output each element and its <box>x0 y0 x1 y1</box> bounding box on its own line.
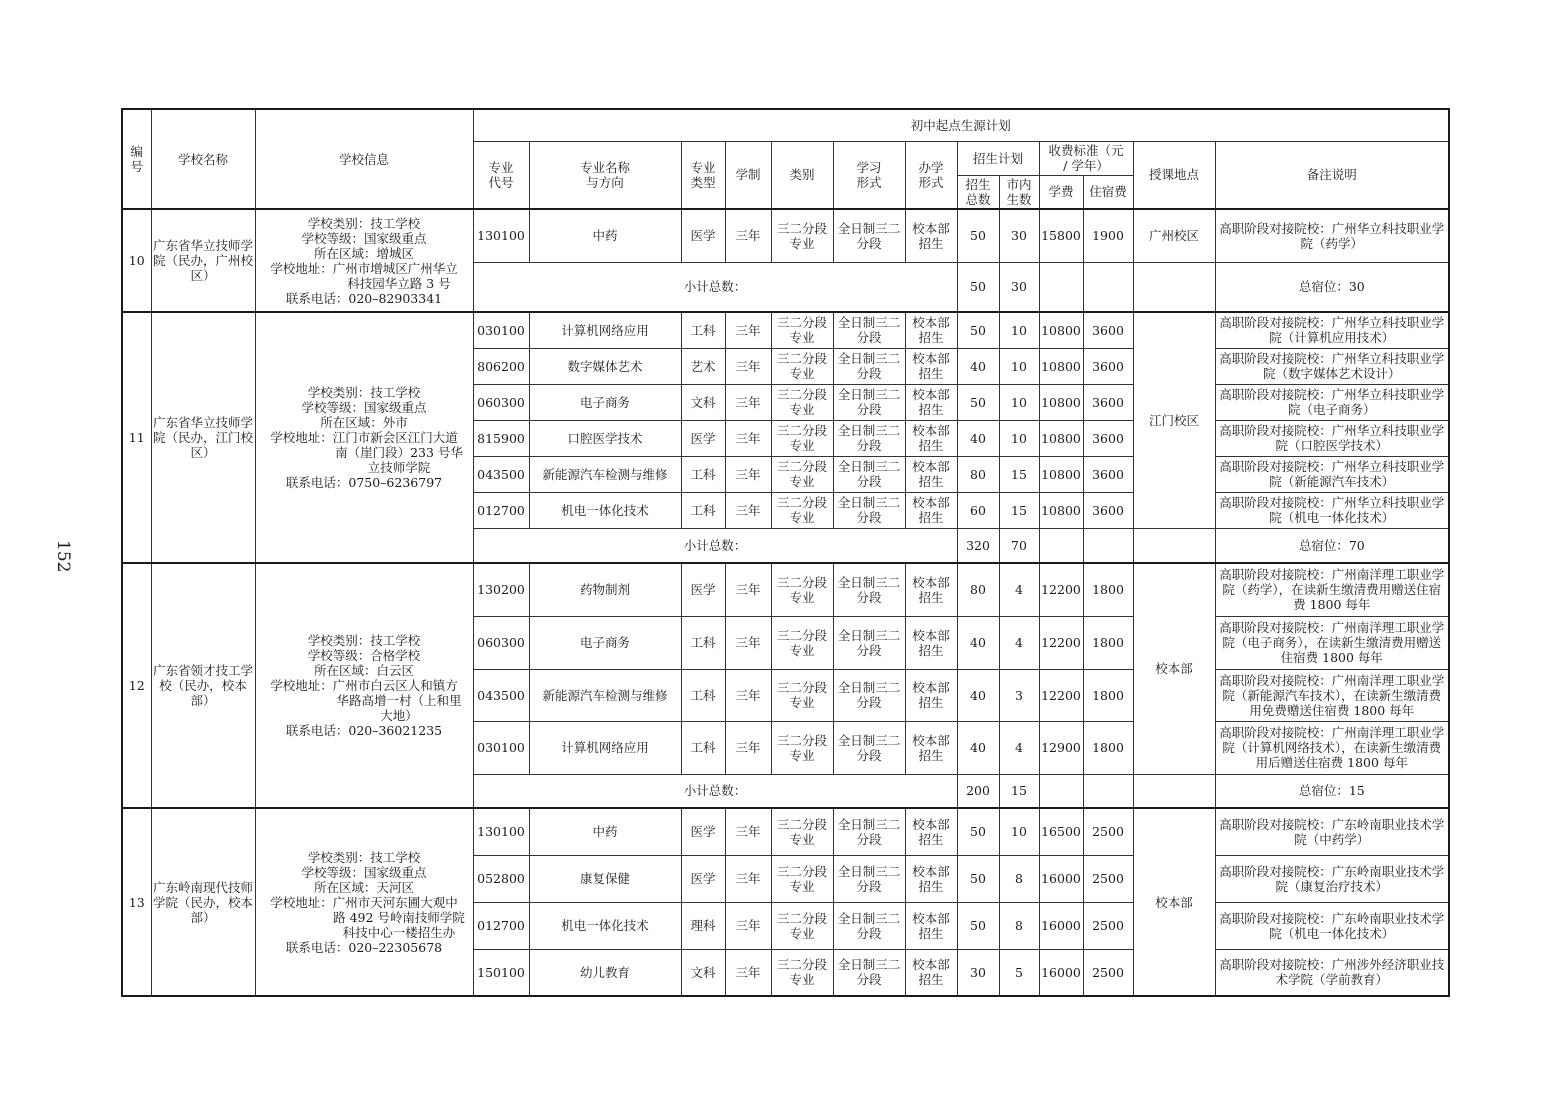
school-info-line: 所在区域：增城区 <box>313 245 414 261</box>
table-row <box>122 563 1449 616</box>
table-row <box>122 808 1449 855</box>
enroll-total: 40 <box>957 616 999 669</box>
major-name: 新能源汽车检测与维修 <box>529 456 681 492</box>
school-no: 10 <box>122 209 151 312</box>
major-name: 计算机网络应用 <box>529 312 681 348</box>
subtotal-city: 70 <box>999 528 1039 563</box>
major-code: 030100 <box>473 312 529 348</box>
major-duration: 三年 <box>725 721 771 774</box>
header-dorm: 住宿费 <box>1083 175 1133 209</box>
major-duration: 三年 <box>725 209 771 262</box>
major-code: 815900 <box>473 420 529 456</box>
fee-dorm: 2500 <box>1083 949 1133 996</box>
school-info-line: 学校等级：合格学校 <box>307 648 421 663</box>
major-study-form: 全日制三二分段 <box>833 348 905 384</box>
dorm-note: 总宿位：70 <box>1215 528 1449 563</box>
enroll-city: 10 <box>999 384 1039 420</box>
major-type: 工科 <box>681 721 725 774</box>
major-type: 文科 <box>681 384 725 420</box>
school-info-line: 学校等级：国家级重点 <box>301 400 427 415</box>
subtotal-tuition <box>1039 774 1083 808</box>
fee-tuition: 12200 <box>1039 563 1083 616</box>
enroll-city: 10 <box>999 808 1039 855</box>
fee-dorm: 1800 <box>1083 563 1133 616</box>
major-duration: 三年 <box>725 616 771 669</box>
fee-dorm: 1900 <box>1083 209 1133 262</box>
major-name: 幼儿教育 <box>529 949 681 996</box>
major-code: 130200 <box>473 563 529 616</box>
school-info-line: 大地） <box>380 708 418 723</box>
fee-tuition: 16000 <box>1039 949 1083 996</box>
fee-dorm: 1800 <box>1083 721 1133 774</box>
table-row <box>122 209 1449 262</box>
major-category: 三二分段专业 <box>771 949 833 996</box>
fee-dorm: 2500 <box>1083 808 1133 855</box>
subtotal-label: 小计总数： <box>473 262 957 312</box>
teaching-location: 广州校区 <box>1133 209 1215 262</box>
fee-tuition: 10800 <box>1039 312 1083 348</box>
major-study-form: 全日制三二分段 <box>833 420 905 456</box>
subtotal-tuition <box>1039 528 1083 563</box>
fee-dorm: 3600 <box>1083 312 1133 348</box>
major-type: 文科 <box>681 949 725 996</box>
header-remark: 备注说明 <box>1215 141 1449 209</box>
major-study-form: 全日制三二分段 <box>833 209 905 262</box>
major-duration: 三年 <box>725 348 771 384</box>
major-duration: 三年 <box>725 420 771 456</box>
major-run-form: 校本部招生 <box>905 563 957 616</box>
enroll-city: 10 <box>999 420 1039 456</box>
major-study-form: 全日制三二分段 <box>833 855 905 902</box>
header-duration: 学制 <box>725 141 771 209</box>
major-code: 060300 <box>473 616 529 669</box>
major-code: 150100 <box>473 949 529 996</box>
fee-tuition: 10800 <box>1039 456 1083 492</box>
subtotal-dorm <box>1083 528 1133 563</box>
header-no: 编号 <box>122 109 151 209</box>
major-name: 电子商务 <box>529 616 681 669</box>
major-duration: 三年 <box>725 855 771 902</box>
header-city: 市内生数 <box>999 175 1039 209</box>
major-type: 工科 <box>681 492 725 528</box>
fee-dorm: 3600 <box>1083 384 1133 420</box>
major-category: 三二分段专业 <box>771 616 833 669</box>
major-name: 机电一体化技术 <box>529 902 681 949</box>
school-info-line: 联系电话：020–82903341 <box>285 290 443 306</box>
major-duration: 三年 <box>725 384 771 420</box>
major-run-form: 校本部招生 <box>905 616 957 669</box>
fee-tuition: 10800 <box>1039 384 1083 420</box>
school-info-line: 学校地址：广州市天河东圃大观中 <box>270 894 458 910</box>
major-type: 工科 <box>681 669 725 721</box>
fee-dorm: 3600 <box>1083 420 1133 456</box>
fee-tuition: 16000 <box>1039 855 1083 902</box>
major-code: 012700 <box>473 902 529 949</box>
fee-tuition: 12200 <box>1039 616 1083 669</box>
major-type: 艺术 <box>681 348 725 384</box>
major-duration: 三年 <box>725 492 771 528</box>
major-category: 三二分段专业 <box>771 492 833 528</box>
remark-note: 高职阶段对接院校：广州华立科技职业学院（机电一体化技术） <box>1215 492 1449 528</box>
major-category: 三二分段专业 <box>771 855 833 902</box>
header-major: 专业名称与方向 <box>529 141 681 209</box>
major-duration: 三年 <box>725 949 771 996</box>
header-school-info: 学校信息 <box>255 109 473 209</box>
enroll-total: 60 <box>957 492 999 528</box>
major-code: 043500 <box>473 456 529 492</box>
enroll-total: 50 <box>957 902 999 949</box>
table-row <box>122 312 1449 348</box>
major-category: 三二分段专业 <box>771 384 833 420</box>
major-study-form: 全日制三二分段 <box>833 384 905 420</box>
major-run-form: 校本部招生 <box>905 348 957 384</box>
school-info-line: 学校等级：国家级重点 <box>301 230 427 246</box>
school-no: 11 <box>122 312 151 563</box>
major-type: 医学 <box>681 808 725 855</box>
enroll-total: 40 <box>957 420 999 456</box>
major-study-form: 全日制三二分段 <box>833 492 905 528</box>
major-code: 043500 <box>473 669 529 721</box>
subtotal-location <box>1133 528 1215 563</box>
school-info <box>255 209 473 312</box>
header-category: 类别 <box>771 141 833 209</box>
enroll-city: 15 <box>999 456 1039 492</box>
enrollment-table <box>121 108 1450 997</box>
major-name: 计算机网络应用 <box>529 721 681 774</box>
school-info-line: 路 492 号岭南技师学院 <box>333 909 465 925</box>
school-info-line: 华路高增一村（上和里 <box>336 693 462 708</box>
school-info-line: 所在区域：外市 <box>320 415 408 430</box>
school-info-line: 学校类别：技工学校 <box>307 849 421 865</box>
school-no: 12 <box>122 563 151 808</box>
remark-note: 高职阶段对接院校：广东岭南职业技术学院（机电一体化技术） <box>1215 902 1449 949</box>
major-code: 806200 <box>473 348 529 384</box>
header-code: 专业代号 <box>473 141 529 209</box>
header-total: 招生总数 <box>957 175 999 209</box>
major-run-form: 校本部招生 <box>905 384 957 420</box>
school-info-line: 南（崖门段）233 号华 <box>335 445 463 460</box>
subtotal-dorm <box>1083 774 1133 808</box>
major-category: 三二分段专业 <box>771 348 833 384</box>
enroll-city: 3 <box>999 669 1039 721</box>
major-run-form: 校本部招生 <box>905 669 957 721</box>
school-info <box>255 312 473 563</box>
page-number: 152 <box>53 540 73 573</box>
enroll-city: 10 <box>999 312 1039 348</box>
major-code: 030100 <box>473 721 529 774</box>
major-duration: 三年 <box>725 808 771 855</box>
header-enroll-plan: 招生计划 <box>957 141 1039 175</box>
enroll-city: 4 <box>999 563 1039 616</box>
major-run-form: 校本部招生 <box>905 420 957 456</box>
major-type: 医学 <box>681 563 725 616</box>
fee-tuition: 10800 <box>1039 492 1083 528</box>
major-name: 中药 <box>529 209 681 262</box>
enroll-total: 50 <box>957 855 999 902</box>
major-duration: 三年 <box>725 456 771 492</box>
school-name: 广东省领才技工学校（民办，校本部） <box>151 563 255 808</box>
school-info-line: 学校类别：技工学校 <box>307 385 421 400</box>
subtotal-dorm <box>1083 262 1133 312</box>
school-info-line: 联系电话：0750–6236797 <box>285 475 443 490</box>
remark-note: 高职阶段对接院校：广东岭南职业技术学院（中药学） <box>1215 808 1449 855</box>
fee-tuition: 16000 <box>1039 902 1083 949</box>
school-info-line: 学校类别：技工学校 <box>307 215 421 231</box>
enroll-total: 50 <box>957 808 999 855</box>
major-name: 机电一体化技术 <box>529 492 681 528</box>
school-info-line: 立技师学院 <box>367 460 431 475</box>
major-category: 三二分段专业 <box>771 808 833 855</box>
major-study-form: 全日制三二分段 <box>833 616 905 669</box>
major-name: 数字媒体艺术 <box>529 348 681 384</box>
school-info-line: 所在区域：白云区 <box>313 663 414 678</box>
remark-note: 高职阶段对接院校：广州华立科技职业学院（计算机应用技术） <box>1215 312 1449 348</box>
fee-tuition: 12900 <box>1039 721 1083 774</box>
fee-tuition: 10800 <box>1039 420 1083 456</box>
enroll-total: 50 <box>957 209 999 262</box>
teaching-location: 江门校区 <box>1133 312 1215 528</box>
school-name: 广东省华立技师学院（民办，广州校区） <box>151 209 255 312</box>
dorm-note: 总宿位：30 <box>1215 262 1449 312</box>
fee-tuition: 16500 <box>1039 808 1083 855</box>
major-type: 工科 <box>681 616 725 669</box>
major-code: 130100 <box>473 209 529 262</box>
school-info <box>255 808 473 996</box>
header-fee-std: 收费标准（元 / 学年） <box>1039 141 1133 175</box>
remark-note: 高职阶段对接院校：广州南洋理工职业学院（计算机网络技术），在读新生缴清费用后赠送住宿费 1800 每年 <box>1215 721 1449 774</box>
major-category: 三二分段专业 <box>771 669 833 721</box>
major-run-form: 校本部招生 <box>905 808 957 855</box>
subtotal-tuition <box>1039 262 1083 312</box>
teaching-location: 校本部 <box>1133 563 1215 774</box>
enroll-total: 40 <box>957 669 999 721</box>
enroll-city: 8 <box>999 902 1039 949</box>
major-code: 052800 <box>473 855 529 902</box>
major-name: 康复保健 <box>529 855 681 902</box>
major-type: 工科 <box>681 456 725 492</box>
major-code: 060300 <box>473 384 529 420</box>
subtotal-total: 320 <box>957 528 999 563</box>
major-study-form: 全日制三二分段 <box>833 902 905 949</box>
major-name: 药物制剂 <box>529 563 681 616</box>
fee-dorm: 2500 <box>1083 902 1133 949</box>
major-run-form: 校本部招生 <box>905 855 957 902</box>
header-location: 授课地点 <box>1133 141 1215 209</box>
fee-dorm: 3600 <box>1083 348 1133 384</box>
fee-dorm: 3600 <box>1083 456 1133 492</box>
header-tuition: 学费 <box>1039 175 1083 209</box>
header-row-1 <box>122 109 1449 141</box>
fee-dorm: 2500 <box>1083 855 1133 902</box>
header-school-name: 学校名称 <box>151 109 255 209</box>
remark-note: 高职阶段对接院校：广州南洋理工职业学院（药学），在读新生缴清费用赠送住宿费 1800 每年 <box>1215 563 1449 616</box>
school-info-line: 学校地址：江门市新会区江门大道 <box>270 430 458 445</box>
remark-note: 高职阶段对接院校：广州涉外经济职业技术学院（学前教育） <box>1215 949 1449 996</box>
major-study-form: 全日制三二分段 <box>833 721 905 774</box>
major-study-form: 全日制三二分段 <box>833 456 905 492</box>
school-info-line: 学校地址：广州市增城区广州华立 <box>270 260 458 276</box>
enroll-total: 80 <box>957 456 999 492</box>
major-study-form: 全日制三二分段 <box>833 949 905 996</box>
remark-note: 高职阶段对接院校：广州华立科技职业学院（数字媒体艺术设计） <box>1215 348 1449 384</box>
major-study-form: 全日制三二分段 <box>833 312 905 348</box>
enroll-total: 40 <box>957 721 999 774</box>
major-duration: 三年 <box>725 669 771 721</box>
enroll-city: 8 <box>999 855 1039 902</box>
subtotal-total: 50 <box>957 262 999 312</box>
subtotal-location <box>1133 774 1215 808</box>
major-study-form: 全日制三二分段 <box>833 669 905 721</box>
school-info <box>255 563 473 808</box>
major-category: 三二分段专业 <box>771 420 833 456</box>
major-duration: 三年 <box>725 902 771 949</box>
remark-note: 高职阶段对接院校：广州华立科技职业学院（口腔医学技术） <box>1215 420 1449 456</box>
major-type: 理科 <box>681 902 725 949</box>
fee-tuition: 12200 <box>1039 669 1083 721</box>
major-study-form: 全日制三二分段 <box>833 563 905 616</box>
school-info-line: 学校等级：国家级重点 <box>301 864 427 880</box>
school-name: 广东省华立技师学院（民办，江门校区） <box>151 312 255 563</box>
major-type: 医学 <box>681 209 725 262</box>
enroll-total: 80 <box>957 563 999 616</box>
subtotal-label: 小计总数： <box>473 774 957 808</box>
major-run-form: 校本部招生 <box>905 209 957 262</box>
major-name: 口腔医学技术 <box>529 420 681 456</box>
header-major-type: 专业类型 <box>681 141 725 209</box>
major-duration: 三年 <box>725 312 771 348</box>
major-run-form: 校本部招生 <box>905 902 957 949</box>
table-body <box>122 109 1449 996</box>
remark-note: 高职阶段对接院校：广东岭南职业技术学院（康复治疗技术） <box>1215 855 1449 902</box>
enroll-city: 10 <box>999 348 1039 384</box>
major-name: 中药 <box>529 808 681 855</box>
subtotal-label: 小计总数： <box>473 528 957 563</box>
enroll-city: 5 <box>999 949 1039 996</box>
fee-tuition: 10800 <box>1039 348 1083 384</box>
major-type: 医学 <box>681 855 725 902</box>
major-duration: 三年 <box>725 563 771 616</box>
remark-note: 高职阶段对接院校：广州南洋理工职业学院（电子商务），在读新生缴清费用赠送住宿费 1800 每年 <box>1215 616 1449 669</box>
enroll-total: 50 <box>957 384 999 420</box>
major-run-form: 校本部招生 <box>905 492 957 528</box>
header-run-form: 办学形式 <box>905 141 957 209</box>
school-info-line: 联系电话：020–22305678 <box>285 939 443 955</box>
teaching-location: 校本部 <box>1133 808 1215 996</box>
major-name: 电子商务 <box>529 384 681 420</box>
enroll-city: 15 <box>999 492 1039 528</box>
enroll-city: 4 <box>999 721 1039 774</box>
school-info-line: 所在区域：天河区 <box>313 879 414 895</box>
enroll-city: 4 <box>999 616 1039 669</box>
major-name: 新能源汽车检测与维修 <box>529 669 681 721</box>
major-run-form: 校本部招生 <box>905 312 957 348</box>
major-run-form: 校本部招生 <box>905 721 957 774</box>
major-category: 三二分段专业 <box>771 312 833 348</box>
major-run-form: 校本部招生 <box>905 949 957 996</box>
major-category: 三二分段专业 <box>771 902 833 949</box>
subtotal-city: 15 <box>999 774 1039 808</box>
fee-tuition: 15800 <box>1039 209 1083 262</box>
school-no: 13 <box>122 808 151 996</box>
dorm-note: 总宿位：15 <box>1215 774 1449 808</box>
subtotal-location <box>1133 262 1215 312</box>
major-category: 三二分段专业 <box>771 456 833 492</box>
remark-note: 高职阶段对接院校：广州华立科技职业学院（电子商务） <box>1215 384 1449 420</box>
enroll-city: 30 <box>999 209 1039 262</box>
enroll-total: 40 <box>957 348 999 384</box>
school-info-line: 联系电话：020–36021235 <box>285 723 443 738</box>
enroll-total: 30 <box>957 949 999 996</box>
remark-note: 高职阶段对接院校：广州南洋理工职业学院（新能源汽车技术），在读新生缴清费用免费赠送住宿费 1800 每年 <box>1215 669 1449 721</box>
school-info-line: 学校类别：技工学校 <box>307 633 421 648</box>
fee-dorm: 3600 <box>1083 492 1133 528</box>
major-type: 工科 <box>681 312 725 348</box>
major-category: 三二分段专业 <box>771 563 833 616</box>
major-type: 医学 <box>681 420 725 456</box>
fee-dorm: 1800 <box>1083 669 1133 721</box>
header-group: 初中起点生源计划 <box>473 109 1449 141</box>
major-category: 三二分段专业 <box>771 209 833 262</box>
school-info-line: 学校地址：广州市白云区人和镇方 <box>270 678 458 693</box>
major-code: 130100 <box>473 808 529 855</box>
subtotal-city: 30 <box>999 262 1039 312</box>
major-code: 012700 <box>473 492 529 528</box>
header-study-form: 学习形式 <box>833 141 905 209</box>
major-category: 三二分段专业 <box>771 721 833 774</box>
major-run-form: 校本部招生 <box>905 456 957 492</box>
school-info-line: 科技中心一楼招生办 <box>342 924 456 940</box>
remark-note: 高职阶段对接院校：广州华立科技职业学院（药学） <box>1215 209 1449 262</box>
school-info-line: 科技园华立路 3 号 <box>347 275 451 291</box>
school-name: 广东岭南现代技师学院（民办，校本部） <box>151 808 255 996</box>
subtotal-total: 200 <box>957 774 999 808</box>
enroll-total: 50 <box>957 312 999 348</box>
remark-note: 高职阶段对接院校：广州华立科技职业学院（新能源汽车技术） <box>1215 456 1449 492</box>
major-study-form: 全日制三二分段 <box>833 808 905 855</box>
fee-dorm: 1800 <box>1083 616 1133 669</box>
